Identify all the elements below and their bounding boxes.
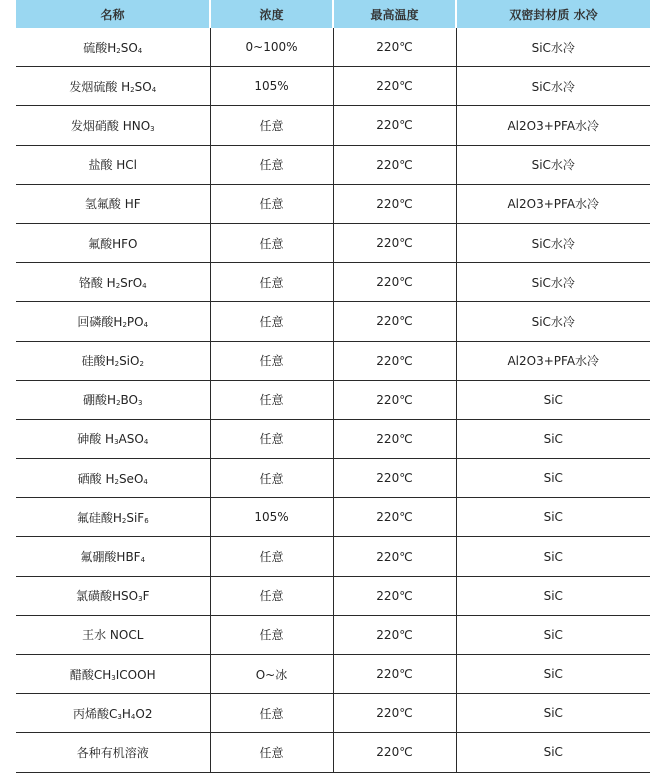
cell-material: SiC水冷 [456, 28, 650, 67]
name-text: 砷酸 H [77, 432, 115, 447]
name-text: 氯磺酸HSO [76, 589, 139, 604]
cell-concentration: 任意 [210, 694, 333, 733]
header-max-temperature: 最高温度 [333, 0, 456, 28]
formula-subscript: 3 [138, 595, 143, 604]
cell-material: SiC [456, 615, 650, 654]
cell-material: SiC [456, 694, 650, 733]
name-text: 硼酸H [83, 393, 117, 408]
cell-name [16, 263, 210, 302]
cell-material: SiC [456, 419, 650, 458]
acid-material-table [16, 0, 650, 773]
name-text: PO [126, 314, 144, 329]
formula-subscript: 4 [137, 46, 143, 55]
table-row [16, 223, 650, 262]
cell-temperature: 220℃ [333, 537, 456, 576]
header-seal-material: 双密封材质 水冷 [456, 0, 650, 28]
name-text: F [142, 589, 150, 604]
formula-subscript: 4 [130, 712, 136, 721]
name-text: ICOOH [115, 667, 156, 682]
name-text: 回磷酸H [77, 314, 123, 329]
cell-temperature: 220℃ [333, 419, 456, 458]
table-row [16, 106, 650, 145]
cell-concentration: 任意 [210, 302, 333, 341]
formula-subscript: 4 [140, 556, 146, 565]
formula-subscript: 4 [143, 320, 149, 329]
cell-temperature: 220℃ [333, 459, 456, 498]
table-row [16, 145, 650, 184]
cell-temperature: 220℃ [333, 28, 456, 67]
name-text: 氟酸HFO [88, 236, 138, 251]
cell-temperature: 220℃ [333, 576, 456, 615]
formula-subscript: 4 [143, 477, 148, 486]
name-text: SrO [120, 275, 143, 290]
name-text: H [121, 706, 131, 721]
name-text: SiF [126, 510, 145, 525]
table-row [16, 263, 650, 302]
name-text: 醋酸CH [69, 667, 112, 682]
cell-name [16, 223, 210, 262]
name-text: SO [120, 40, 138, 55]
name-text: SeO [118, 471, 144, 486]
formula-subscript: 3 [111, 673, 116, 682]
formula-subscript: 2 [116, 399, 121, 408]
table-row [16, 28, 650, 67]
name-text: 王水 NOCL [82, 628, 144, 643]
cell-name [16, 106, 210, 145]
name-text: 发烟硫酸 H [69, 79, 131, 94]
cell-name [16, 694, 210, 733]
formula-subscript: 4 [151, 85, 157, 94]
name-text: 氟硅酸H [76, 510, 122, 525]
formula-subscript: 2 [122, 320, 127, 329]
cell-material: SiC [456, 576, 650, 615]
cell-temperature: 220℃ [333, 694, 456, 733]
cell-temperature: 220℃ [333, 223, 456, 262]
cell-temperature: 220℃ [333, 498, 456, 537]
name-text: 丙烯酸C [73, 706, 118, 721]
table-row [16, 655, 650, 694]
formula-subscript: 4 [143, 438, 149, 447]
table-row [16, 341, 650, 380]
cell-name [16, 380, 210, 419]
cell-name [16, 498, 210, 537]
cell-name [16, 341, 210, 380]
cell-temperature: 220℃ [333, 106, 456, 145]
table-body [16, 28, 650, 772]
cell-concentration: 0~100% [210, 28, 333, 67]
cell-material: SiC水冷 [456, 302, 650, 341]
name-text: SiO [119, 354, 140, 369]
name-text: 硫酸H [83, 40, 117, 55]
table-row [16, 184, 650, 223]
cell-name [16, 537, 210, 576]
header-row [16, 0, 650, 28]
cell-temperature: 220℃ [333, 655, 456, 694]
cell-concentration: 任意 [210, 537, 333, 576]
cell-material: SiC水冷 [456, 67, 650, 106]
cell-temperature: 220℃ [333, 341, 456, 380]
cell-temperature: 220℃ [333, 380, 456, 419]
name-text: 铬酸 H [78, 275, 116, 290]
table-row [16, 302, 650, 341]
cell-concentration: 任意 [210, 223, 333, 262]
name-text: BO [120, 393, 138, 408]
formula-subscript: 2 [116, 46, 121, 55]
cell-name [16, 459, 210, 498]
name-text: 发烟硝酸 HNO [70, 118, 151, 133]
cell-material: SiC [456, 733, 650, 772]
formula-subscript: 2 [115, 281, 121, 290]
cell-material: Al2O3+PFA水冷 [456, 184, 650, 223]
cell-material: Al2O3+PFA水冷 [456, 341, 650, 380]
table-row [16, 537, 650, 576]
formula-subscript: 3 [114, 438, 119, 447]
formula-subscript: 2 [114, 477, 119, 486]
cell-material: SiC [456, 459, 650, 498]
cell-material: SiC [456, 655, 650, 694]
cell-concentration: 任意 [210, 733, 333, 772]
cell-name [16, 145, 210, 184]
formula-subscript: 3 [138, 399, 143, 408]
formula-subscript: 3 [117, 712, 122, 721]
header-concentration: 浓度 [210, 0, 333, 28]
cell-name [16, 576, 210, 615]
name-text: O2 [135, 706, 153, 721]
table-row [16, 576, 650, 615]
name-text: 硒酸 H [77, 471, 115, 486]
cell-concentration: 任意 [210, 576, 333, 615]
cell-concentration: 任意 [210, 380, 333, 419]
cell-material: SiC水冷 [456, 145, 650, 184]
header-name: 名称 [16, 0, 210, 28]
formula-subscript: 4 [142, 281, 147, 290]
cell-material: SiC [456, 537, 650, 576]
cell-temperature: 220℃ [333, 733, 456, 772]
cell-concentration: 任意 [210, 263, 333, 302]
name-text: 氢氟酸 HF [84, 197, 141, 212]
formula-subscript: 2 [130, 85, 135, 94]
cell-name [16, 302, 210, 341]
cell-concentration: 任意 [210, 419, 333, 458]
table-header [16, 0, 650, 28]
table-row [16, 419, 650, 458]
formula-subscript: 2 [114, 360, 120, 369]
cell-concentration: 任意 [210, 106, 333, 145]
cell-concentration: 任意 [210, 341, 333, 380]
cell-material: SiC水冷 [456, 223, 650, 262]
table-row [16, 733, 650, 772]
name-text: SO [134, 79, 152, 94]
cell-name [16, 655, 210, 694]
formula-subscript: 6 [144, 516, 149, 525]
table-row [16, 380, 650, 419]
cell-concentration: O~冰 [210, 655, 333, 694]
table-row [16, 615, 650, 654]
cell-temperature: 220℃ [333, 302, 456, 341]
cell-temperature: 220℃ [333, 145, 456, 184]
cell-temperature: 220℃ [333, 67, 456, 106]
cell-material: SiC水冷 [456, 263, 650, 302]
cell-temperature: 220℃ [333, 615, 456, 654]
name-text: 盐酸 HCl [88, 158, 138, 173]
cell-name [16, 28, 210, 67]
cell-concentration: 105% [210, 67, 333, 106]
cell-temperature: 220℃ [333, 184, 456, 223]
cell-name [16, 184, 210, 223]
cell-temperature: 220℃ [333, 263, 456, 302]
cell-name [16, 67, 210, 106]
table-row [16, 498, 650, 537]
cell-concentration: 105% [210, 498, 333, 537]
name-text: 氟硼酸HBF [80, 550, 141, 565]
cell-material: Al2O3+PFA水冷 [456, 106, 650, 145]
cell-material: SiC [456, 380, 650, 419]
cell-name [16, 615, 210, 654]
acid-material-table-container [16, 0, 650, 773]
cell-concentration: 任意 [210, 615, 333, 654]
name-text: 各种有机溶液 [76, 745, 149, 760]
formula-subscript: 2 [139, 360, 144, 369]
name-text: ASO [118, 432, 144, 447]
table-row [16, 694, 650, 733]
table-row [16, 67, 650, 106]
cell-concentration: 任意 [210, 184, 333, 223]
cell-concentration: 任意 [210, 459, 333, 498]
table-row [16, 459, 650, 498]
cell-concentration: 任意 [210, 145, 333, 184]
cell-material: SiC [456, 498, 650, 537]
formula-subscript: 3 [150, 124, 155, 133]
cell-name [16, 419, 210, 458]
name-text: 硅酸H [81, 354, 115, 369]
cell-name [16, 733, 210, 772]
formula-subscript: 2 [121, 516, 127, 525]
